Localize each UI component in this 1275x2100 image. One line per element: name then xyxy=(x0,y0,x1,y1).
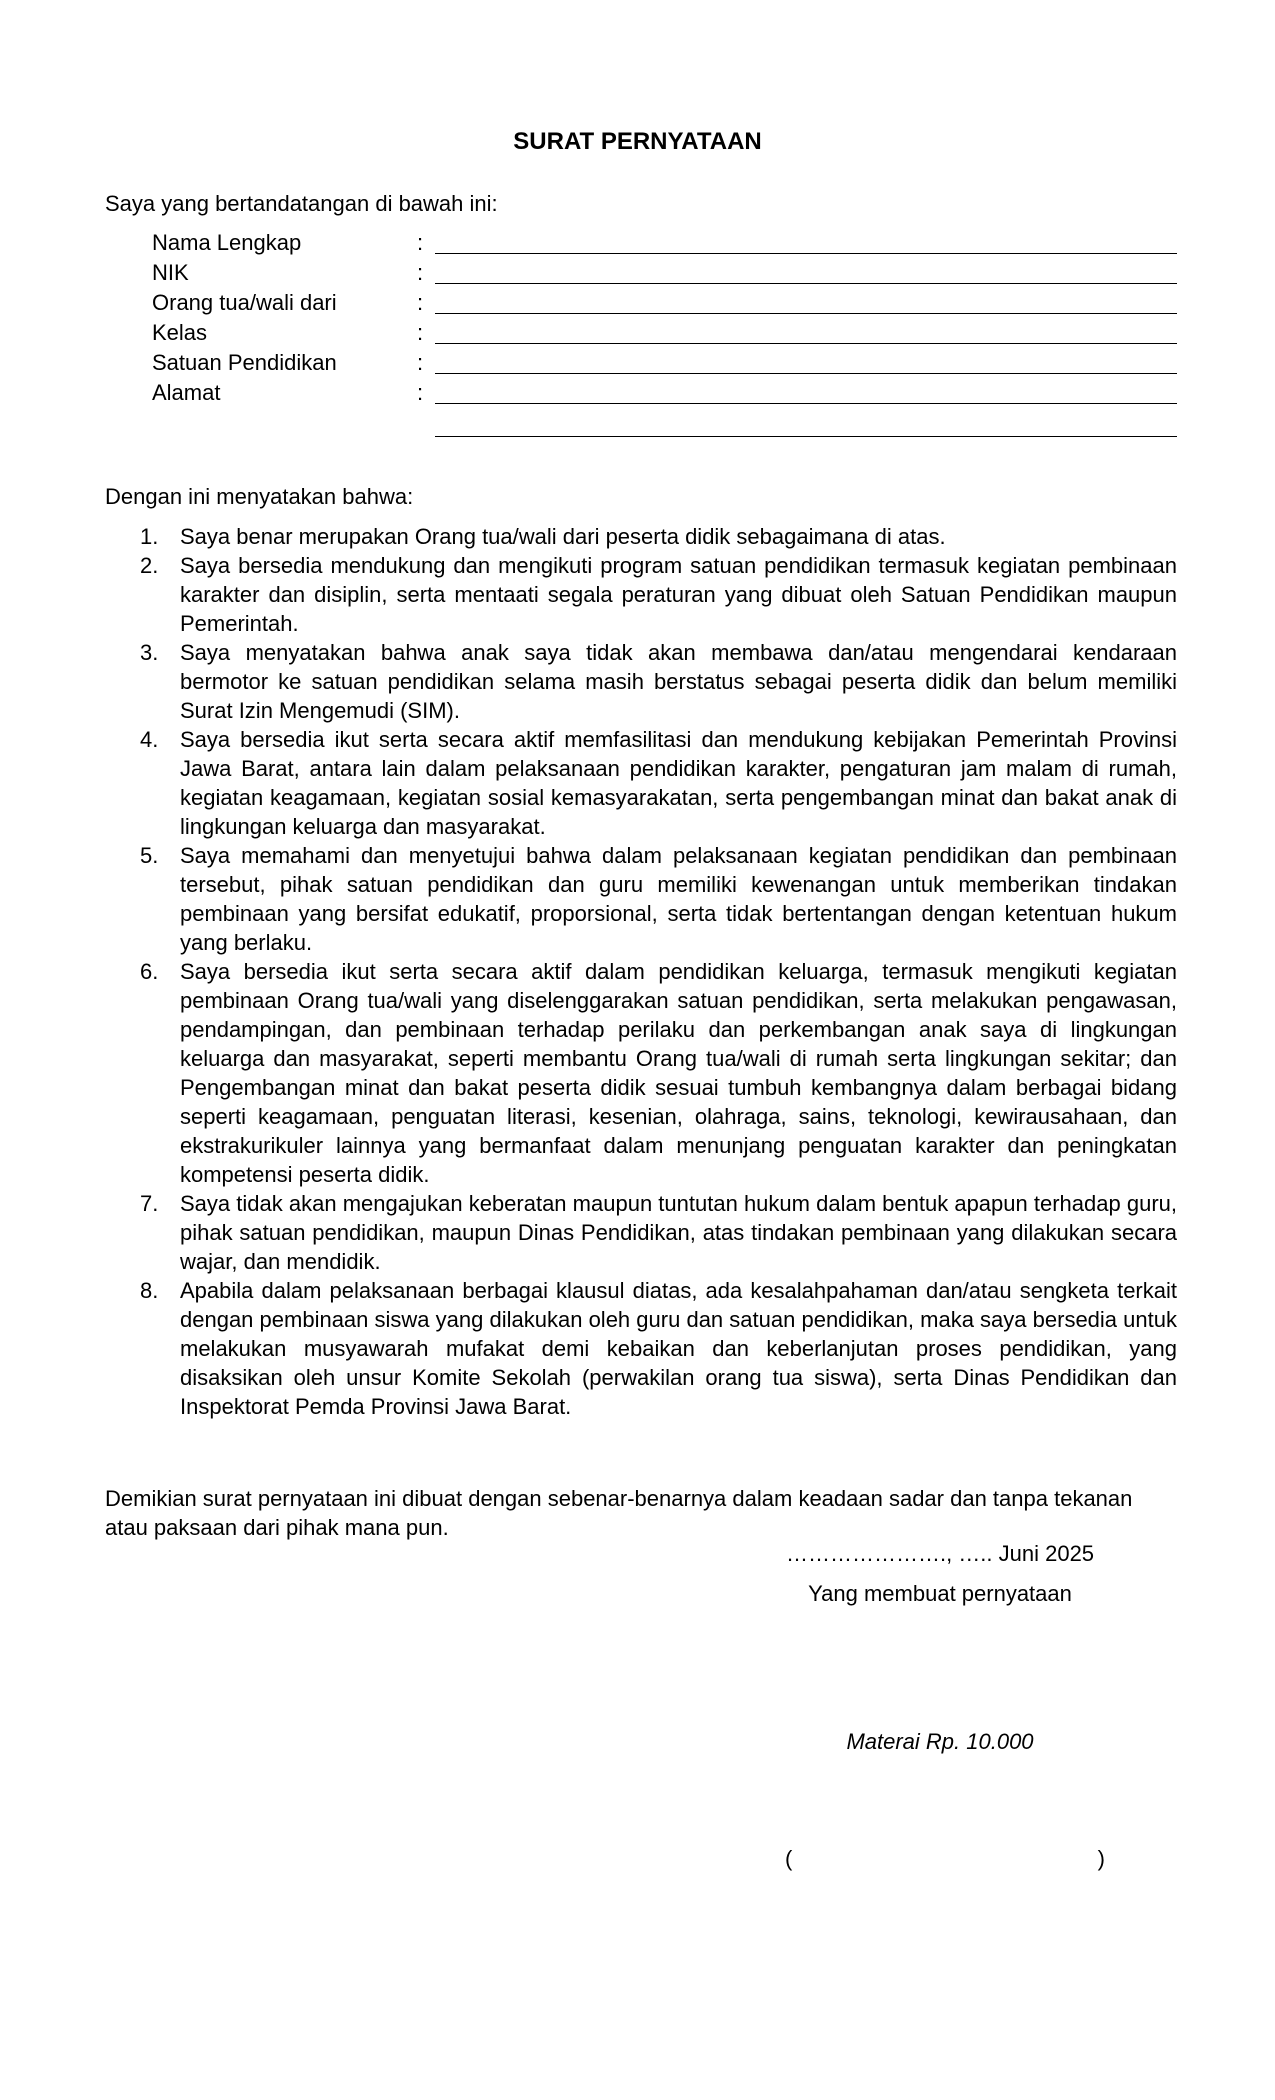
list-item xyxy=(105,551,1177,638)
statement-number: 2. xyxy=(140,553,159,578)
field-colon: : xyxy=(417,230,424,255)
field-blank-line xyxy=(435,403,1177,404)
field-nik xyxy=(152,259,1177,289)
statement-text: Saya bersedia mendukung dan mengikuti program satuan pendidikan termasuk kegiatan pembinaan karakter dan disiplin, serta mentaati segala peraturan yang dibuat oleh Satuan Pendidikan maupun Pemerintah. xyxy=(180,553,1177,636)
field-alamat xyxy=(152,379,1177,409)
field-label: Satuan Pendidikan xyxy=(152,350,337,375)
field-colon: : xyxy=(417,350,424,375)
field-label: Alamat xyxy=(152,380,221,405)
field-label: NIK xyxy=(152,260,189,285)
statement-number: 4. xyxy=(140,727,159,752)
stamp-duty-label: Materai Rp. 10.000 xyxy=(846,1729,1034,1754)
field-label: Kelas xyxy=(152,320,208,345)
field-label: Nama Lengkap xyxy=(152,230,302,255)
intro-text: Saya yang bertandatangan di bawah ini: xyxy=(105,191,498,216)
list-item xyxy=(105,638,1177,725)
statement-text: Saya bersedia ikut serta secara aktif dalam pendidikan keluarga, termasuk mengikuti kegiatan pembinaan Orang tua/wali yang diselenggarakan satuan pendidikan, serta melakukan pengawasan, pendampingan, dan pembinaan terhadap perilaku dan perkembangan anak saya di lingkungan keluarga dan masyarakat, seperti membantu Orang tua/wali di rumah serta lingkungan sekitar; dan Pengembangan minat dan bakat peserta didik sesuai tumbuh kembangnya dalam berbagai bidang seperti keagamaan, penguatan literasi, kesenian, olahraga, sains, teknologi, kewirausahaan, dan ekstrakurikuler lainnya yang bermanfaat dalam menunjang penguatan karakter dan peningkatan kompetensi peserta didik. xyxy=(180,959,1177,1187)
field-colon: : xyxy=(417,260,424,285)
statement-text: Apabila dalam pelaksanaan berbagai klausul diatas, ada kesalahpahaman dan/atau sengketa terkait dengan pembinaan siswa yang dilakukan oleh guru dan satuan pendidikan, maka saya bersedia untuk melakukan musyawarah mufakat demi kebaikan dan keberlanjutan proses pendidikan, yang disaksikan oleh unsur Komite Sekolah (perwakilan orang tua siswa), serta Dinas Pendidikan dan Inspektorat Pemda Provinsi Jawa Barat. xyxy=(180,1278,1177,1419)
list-item xyxy=(105,841,1177,957)
list-item xyxy=(105,725,1177,841)
statement-text: Saya bersedia ikut serta secara aktif memfasilitasi dan mendukung kebijakan Pemerintah Provinsi Jawa Barat, antara lain dalam pelaksanaan pendidikan karakter, pengaturan jam malam di rumah, kegiatan keagamaan, kegiatan sosial kemasyarakatan, serta pengembangan minat dan bakat anak di lingkungan keluarga dan masyarakat. xyxy=(180,727,1177,839)
statement-lead: Dengan ini menyatakan bahwa: xyxy=(105,484,414,509)
field-colon: : xyxy=(417,380,424,405)
list-item xyxy=(105,957,1177,1189)
statement-text: Saya benar merupakan Orang tua/wali dari peserta didik sebagaimana di atas. xyxy=(180,524,946,549)
statement-list xyxy=(105,522,1177,1421)
field-orang-tua-wali xyxy=(152,289,1177,319)
field-nama-lengkap xyxy=(152,229,1177,259)
statement-number: 1. xyxy=(140,524,159,549)
alamat-continuation-line xyxy=(435,436,1177,437)
field-colon: : xyxy=(417,290,424,315)
closing-paragraph: Demikian surat pernyataan ini dibuat dengan sebenar-benarnya dalam keadaan sadar dan tanpa tekanan atau paksaan dari pihak mana pun. xyxy=(105,1486,1133,1540)
statement-text: Saya menyatakan bahwa anak saya tidak akan membawa dan/atau mengendarai kendaraan bermotor ke satuan pendidikan selama masih berstatus sebagai peserta didik dan belum memiliki Surat Izin Mengemudi (SIM). xyxy=(180,640,1177,723)
list-item xyxy=(105,1189,1177,1276)
field-blank-line xyxy=(435,283,1177,284)
field-label: Orang tua/wali dari xyxy=(152,290,337,315)
paren-close: ) xyxy=(1097,1846,1105,1871)
statement-number: 5. xyxy=(140,843,159,868)
statement-number: 3. xyxy=(140,640,159,665)
field-kelas xyxy=(152,319,1177,349)
list-item xyxy=(105,522,1177,551)
paren-open: ( xyxy=(785,1846,793,1871)
statement-number: 7. xyxy=(140,1191,159,1216)
field-satuan-pendidikan xyxy=(152,349,1177,379)
list-item xyxy=(105,1276,1177,1421)
statement-number: 8. xyxy=(140,1278,159,1303)
identity-fields xyxy=(152,229,1177,409)
field-colon: : xyxy=(417,320,424,345)
statement-number: 6. xyxy=(140,959,159,984)
document-title: SURAT PERNYATAAN xyxy=(513,128,762,155)
field-blank-line xyxy=(435,343,1177,344)
field-blank-line xyxy=(435,373,1177,374)
signature-date: …………………., ….. Juni 2025 xyxy=(785,1541,1095,1566)
signature-role: Yang membuat pernyataan xyxy=(808,1581,1072,1606)
statement-text: Saya tidak akan mengajukan keberatan maupun tuntutan hukum dalam bentuk apapun terhadap guru, pihak satuan pendidikan, maupun Dinas Pendidikan, atas tindakan pembinaan yang dilakukan secara wajar, dan mendidik. xyxy=(180,1191,1177,1274)
field-blank-line xyxy=(435,253,1177,254)
field-blank-line xyxy=(435,313,1177,314)
statement-text: Saya memahami dan menyetujui bahwa dalam pelaksanaan kegiatan pendidikan dan pembinaan tersebut, pihak satuan pendidikan dan guru memiliki kewenangan untuk memberikan tindakan pembinaan yang bersifat edukatif, proporsional, serta tidak bertentangan dengan ketentuan hukum yang berlaku. xyxy=(180,843,1177,955)
